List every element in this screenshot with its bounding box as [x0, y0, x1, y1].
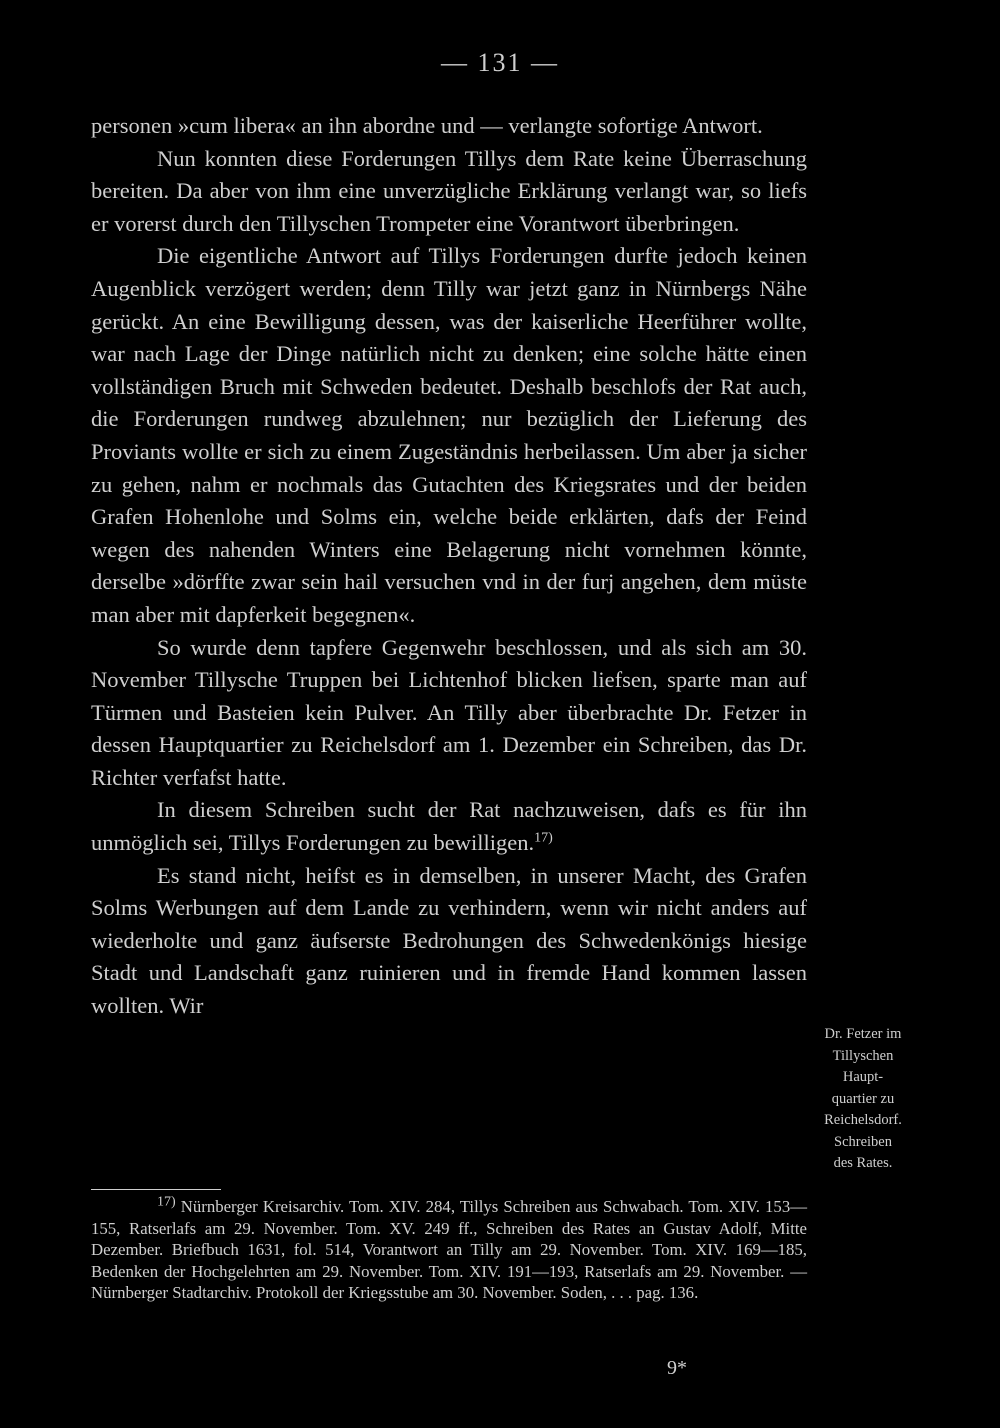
paragraph-3: Die eigentliche Antwort auf Tillys Forderungen durfte jedoch keinen Augenblick verzögert werden; denn Tilly war jetzt ganz in Nürnbergs Nähe gerückt. An eine Bewilligung dessen, was der kaiserliche Heerführer wollte, war nach Lage der Dinge natürlich nicht zu denken; eine solche hätte einen vollständigen Bruch mit Schweden bedeutet. Deshalb beschlofs der Rat auch, die Forderungen rundweg abzulehnen; nur bezüglich der Lieferung des Proviants wollte er sich zu einem Zugeständnis herbeilassen. Um aber ja sicher zu gehen, nahm er nochmals das Gutachten des Kriegsrates und der beiden Grafen Hohenlohe und Solms ein, welche beide erklärten, dafs der Feind wegen des nahenden Winters eine Belagerung nicht vornehmen könnte, derselbe »dörffte zwar sein hail versuchen vnd in der furj angehen, dem müste man aber mit dapferkeit begegnen«.	[91, 243, 807, 627]
margin-note-line: Schreiben	[834, 1133, 892, 1150]
footnote-divider	[91, 1189, 221, 1190]
printer-signature-mark: 9*	[667, 1357, 687, 1379]
paragraph-4: So wurde denn tapfere Gegenwehr beschlossen, und als sich am 30. November Tillysche Truppen bei Lichtenhof blicken liefsen, sparte man auf Türmen und Basteien kein Pulver. An Tilly aber überbrachte Dr. Fetzer in dessen Hauptquartier zu Reichelsdorf am 1. Dezember ein Schreiben, das Dr. Richter verfafst hatte.	[91, 634, 807, 790]
footnotes	[91, 1196, 807, 1304]
footnote-text: Nürnberger Kreisarchiv. Tom. XIV. 284, Tillys Schreiben aus Schwabach. Tom. XIV. 153—155, Ratserlafs am 29. November. Tom. XV. 249 ff., Schreiben des Rates an Gustav Adolf, Mitte Dezember. Briefbuch 1631, fol. 514, Vorantwort an Tilly am 29. November. Tom. XIV. 169—185, Bedenken der Hochgelehrten am 29. November. Tom. XIV. 191—193, Ratserlafs am 29. November. — Nürnberger Stadtarchiv. Protokoll der Kriegsstube am 30. November. Soden, . . . pag. 136.	[91, 1197, 807, 1302]
paragraph-5-text: In diesem Schreiben sucht der Rat nachzuweisen, dafs es für ihn unmöglich sei, Tillys Forderungen zu bewilligen.	[91, 797, 807, 856]
page-number: — 131 —	[441, 48, 559, 77]
margin-note-line: Tillyschen	[832, 1047, 894, 1064]
margin-note-line: des Rates.	[833, 1155, 893, 1171]
footnote-marker: 17)	[157, 1194, 176, 1210]
paragraph-2: Nun konnten diese Forderungen Tillys dem Rate keine Überraschung bereiten. Da aber von ihm eine unverzügliche Erklärung verlangt war, so liefs er vorerst durch den Tillyschen Trompeter eine Vorantwort überbringen.	[91, 145, 807, 236]
main-text	[91, 110, 807, 1023]
paragraph-5	[91, 794, 807, 859]
paragraph-1: personen »cum libera« an ihn abordne und — verlangte sofortige Antwort.	[91, 113, 763, 138]
margin-note-line: Dr. Fetzer im	[824, 1026, 902, 1042]
margin-note-line: Reichelsdorf.	[824, 1112, 902, 1128]
footnote-reference: 17)	[534, 830, 553, 846]
footnote-17	[91, 1196, 807, 1304]
paragraph-6: Es stand nicht, heifst es in demselben, in unserer Macht, des Grafen Solms Werbungen auf dem Lande zu verhindern, wenn wir nicht anders auf wiederholte und ganz äufserste Bedrohungen des Schwedenkönigs hiesige Stadt und Landschaft ganz ruinieren und in fremde Hand kommen lassen wollten. Wir	[91, 862, 807, 1019]
page-header	[0, 48, 1000, 78]
margin-note-line: quartier zu	[831, 1090, 895, 1107]
margin-note-line: Haupt-	[842, 1069, 884, 1085]
margin-note	[814, 1024, 912, 1175]
